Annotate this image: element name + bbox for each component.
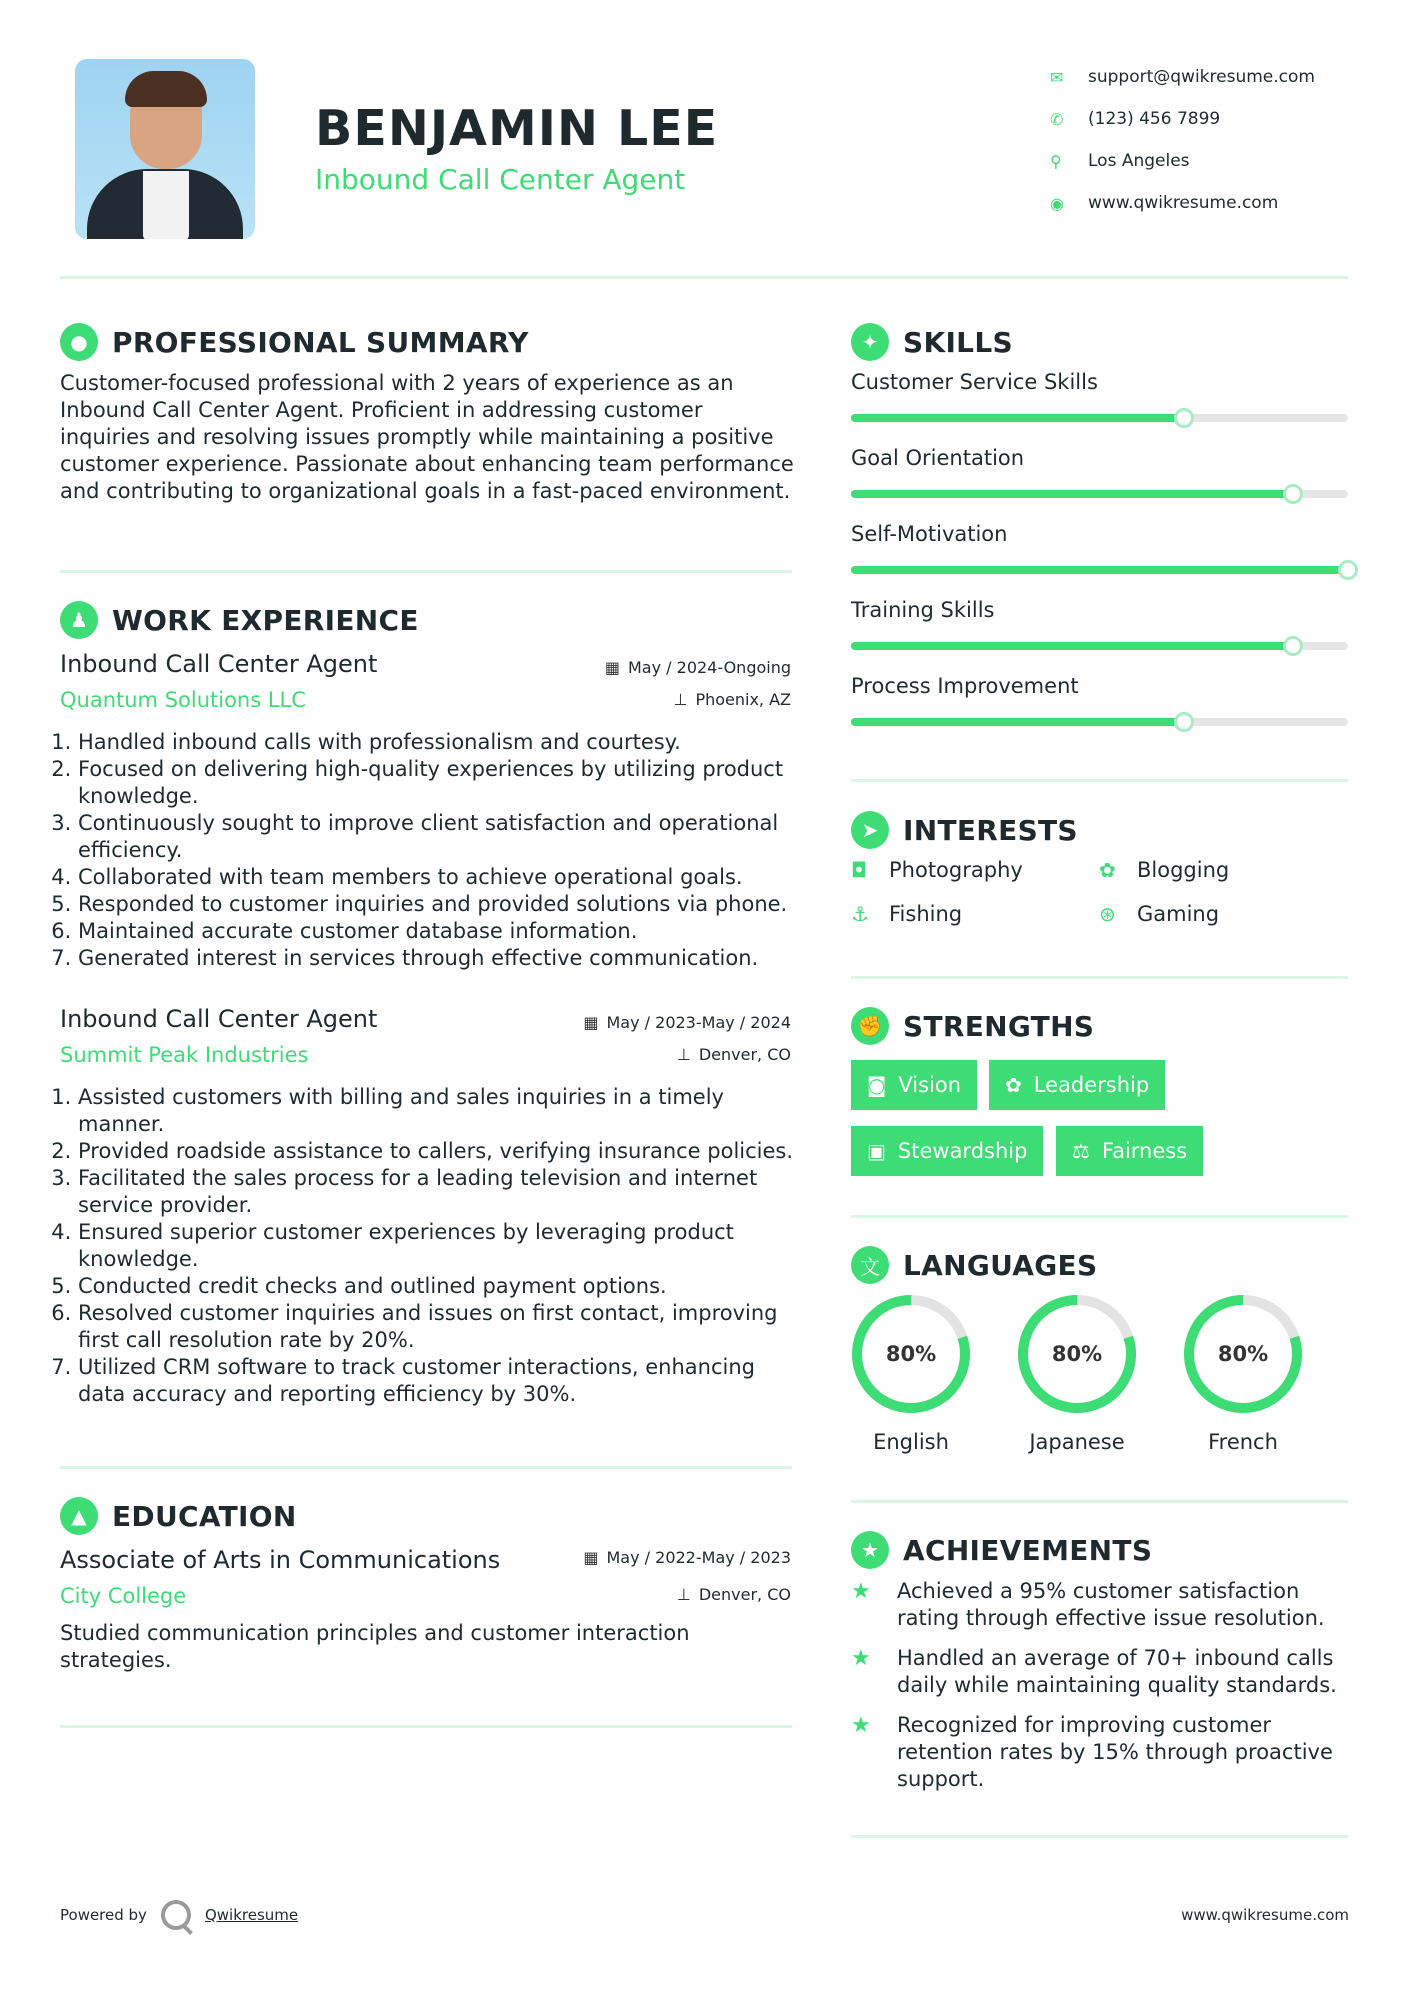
binoculars-icon: ◙	[867, 1073, 887, 1097]
list-item: 4. Ensured superior customer experiences by leveraging product knowledge.	[78, 1219, 800, 1273]
gamepad-icon: ⊛	[1099, 902, 1116, 926]
language-name: Japanese	[1029, 1430, 1125, 1454]
header-divider	[60, 276, 1348, 279]
strength-pill: ▣ Stewardship	[851, 1126, 1043, 1176]
contact-email[interactable]: ✉ support@qwikresume.com	[1050, 67, 1315, 87]
people-icon: ✿	[1099, 858, 1116, 882]
job-duties	[60, 1084, 800, 1408]
location-pin-icon: ⚲	[1050, 151, 1062, 171]
camera-icon: ◘	[851, 858, 867, 882]
calendar-icon: ▦	[604, 658, 620, 677]
list-item: 3. Continuously sought to improve client satisfaction and operational efficiency.	[78, 810, 800, 864]
briefcase-icon: ▣	[867, 1139, 886, 1163]
section-divider	[60, 570, 792, 573]
list-item: 5. Conducted credit checks and outlined payment options.	[78, 1273, 800, 1300]
phone-icon: ✆	[1050, 109, 1064, 129]
summary-text: Customer-focused professional with 2 years of experience as an Inbound Call Center Agent. Proficient in addressing customer inquiries and resolving issues promptly while maintaining a positive customer experience. Passionate about enhancing team performance and contributing to organizational goals in a fast-paced environment.	[60, 371, 794, 503]
work-heading: ♟ WORK EXPERIENCE	[60, 601, 419, 639]
language-name: French	[1208, 1430, 1278, 1454]
degree-title: Associate of Arts in Communications	[60, 1546, 501, 1574]
education-heading: ▲ EDUCATION	[60, 1497, 297, 1535]
language-percent: 80%	[1051, 1342, 1103, 1366]
language-item	[849, 1292, 973, 1454]
skill-label: Goal Orientation	[851, 446, 1025, 470]
section-divider	[851, 1500, 1348, 1503]
education-location: ⊥ Denver, CO	[676, 1585, 791, 1604]
interest-item: ⊛ Gaming	[1099, 902, 1220, 926]
skill-bar-knob	[1174, 408, 1194, 428]
users-icon: ✿	[1005, 1073, 1022, 1097]
job-title: Inbound Call Center Agent	[60, 1005, 378, 1033]
education-date: ▦ May / 2022-May / 2023	[583, 1548, 791, 1567]
skill-bar-fill	[851, 642, 1293, 650]
job-title: Inbound Call Center Agent	[60, 650, 378, 678]
skill-label: Self-Motivation	[851, 522, 1008, 546]
achievement-item: ★ Achieved a 95% customer satisfaction rating through effective issue resolution.	[851, 1579, 1325, 1630]
pin-icon: ⊥	[676, 1585, 691, 1604]
calendar-icon: ▦	[583, 1548, 599, 1567]
podium-icon: ♟	[60, 601, 98, 639]
skill-bar-fill	[851, 718, 1184, 726]
footer-powered-by: Powered by Qwikresume	[60, 1900, 298, 1930]
skill-bar-knob	[1174, 712, 1194, 732]
list-item: 2. Provided roadside assistance to callers, verifying insurance policies.	[78, 1138, 800, 1165]
language-item	[1181, 1292, 1305, 1454]
section-divider	[851, 1835, 1348, 1838]
skills-heading: ✦ SKILLS	[851, 323, 1013, 361]
list-item: 1. Handled inbound calls with professionalism and courtesy.	[78, 729, 800, 756]
achievement-item: ★ Recognized for improving customer retention rates by 15% through proactive support.	[851, 1713, 1333, 1791]
section-divider	[851, 779, 1348, 782]
interest-item: ⚓ Fishing	[851, 902, 963, 926]
qwikresume-logo-icon	[161, 1900, 191, 1930]
graduate-icon: ▲	[60, 1497, 98, 1535]
calendar-icon: ▦	[583, 1013, 599, 1032]
skill-bar	[851, 566, 1348, 574]
footer-url[interactable]: www.qwikresume.com	[1181, 1906, 1349, 1924]
skill-bar-fill	[851, 566, 1348, 574]
skill-bar-knob	[1283, 484, 1303, 504]
mail-icon: ✉	[1050, 67, 1064, 87]
skill-bar	[851, 414, 1348, 422]
skill-bar	[851, 642, 1348, 650]
skill-bar	[851, 490, 1348, 498]
list-item: 3. Facilitated the sales process for a leading television and internet service provider.	[78, 1165, 800, 1219]
education-text: Studied communication principles and customer interaction strategies.	[60, 1621, 690, 1672]
job-company: Summit Peak Industries	[60, 1043, 309, 1067]
job-date: ▦ May / 2023-May / 2024	[583, 1013, 791, 1032]
strength-pill: ✿ Leadership	[989, 1060, 1165, 1110]
scale-icon: ⚖	[1072, 1139, 1090, 1163]
skill-label: Process Improvement	[851, 674, 1079, 698]
skill-bar	[851, 718, 1348, 726]
job-location: ⊥ Denver, CO	[676, 1045, 791, 1064]
interests-heading: ➤ INTERESTS	[851, 811, 1078, 849]
fist-icon: ✊	[851, 1007, 889, 1045]
language-icon: 文	[851, 1246, 889, 1284]
job-company: Quantum Solutions LLC	[60, 688, 306, 712]
language-name: English	[873, 1430, 949, 1454]
job-location: ⊥ Phoenix, AZ	[673, 690, 791, 709]
language-item	[1015, 1292, 1139, 1454]
summary-heading: ● PROFESSIONAL SUMMARY	[60, 323, 529, 361]
user-icon: ●	[60, 323, 98, 361]
list-item: 4. Collaborated with team members to achieve operational goals.	[78, 864, 800, 891]
medal-icon: ★	[851, 1531, 889, 1569]
star-icon: ★	[851, 1646, 871, 1671]
contact-list	[1050, 56, 1380, 224]
strength-pill: ⚖ Fairness	[1056, 1126, 1203, 1176]
list-item: 6. Maintained accurate customer database information.	[78, 918, 800, 945]
contact-phone[interactable]: ✆ (123) 456 7899	[1050, 109, 1221, 129]
job-duties	[60, 729, 800, 972]
job-date: ▦ May / 2024-Ongoing	[604, 658, 791, 677]
strength-pill: ◙ Vision	[851, 1060, 977, 1110]
globe-icon: ◉	[1050, 193, 1064, 213]
section-divider	[851, 976, 1348, 979]
list-item: 5. Responded to customer inquiries and provided solutions via phone.	[78, 891, 800, 918]
interest-item: ✿ Blogging	[1099, 858, 1230, 882]
anchor-icon: ⚓	[851, 902, 869, 926]
language-percent: 80%	[1217, 1342, 1269, 1366]
skill-bar-fill	[851, 490, 1293, 498]
profile-photo	[75, 59, 255, 239]
language-percent: 80%	[885, 1342, 937, 1366]
achievement-item: ★ Handled an average of 70+ inbound calls daily while maintaining quality standards.	[851, 1646, 1337, 1697]
list-item: 6. Resolved customer inquiries and issues on first contact, improving first call resolution rate by 20%.	[78, 1300, 800, 1354]
section-divider	[851, 1215, 1348, 1218]
candidate-name: BENJAMIN LEE	[315, 100, 719, 157]
contact-location: ⚲ Los Angeles	[1050, 151, 1190, 171]
section-divider	[60, 1466, 792, 1469]
pin-icon: ⊥	[673, 690, 688, 709]
list-item: 7. Utilized CRM software to track customer interactions, enhancing data accuracy and reporting efficiency by 30%.	[78, 1354, 800, 1408]
paper-plane-icon: ➤	[851, 811, 889, 849]
star-icon: ★	[851, 1713, 871, 1738]
list-item: 1. Assisted customers with billing and sales inquiries in a timely manner.	[78, 1084, 800, 1138]
list-item: 7. Generated interest in services through effective communication.	[78, 945, 800, 972]
brand-link[interactable]: Qwikresume	[204, 1906, 299, 1924]
pin-icon: ⊥	[676, 1045, 691, 1064]
section-divider	[60, 1725, 792, 1728]
skill-bar-knob	[1338, 560, 1358, 580]
list-item: 2. Focused on delivering high-quality experiences by utilizing product knowledge.	[78, 756, 800, 810]
skill-label: Training Skills	[851, 598, 995, 622]
contact-website[interactable]: ◉ www.qwikresume.com	[1050, 193, 1279, 213]
candidate-role: Inbound Call Center Agent	[315, 163, 686, 196]
achievements-heading: ★ ACHIEVEMENTS	[851, 1531, 1152, 1569]
star-icon: ★	[851, 1579, 871, 1604]
skill-label: Customer Service Skills	[851, 370, 1098, 394]
interest-item: ◘ Photography	[851, 858, 1023, 882]
skill-bar-knob	[1283, 636, 1303, 656]
languages-heading: 文 LANGUAGES	[851, 1246, 1097, 1284]
strengths-heading: ✊ STRENGTHS	[851, 1007, 1094, 1045]
lightbulb-icon: ✦	[851, 323, 889, 361]
skill-bar-fill	[851, 414, 1184, 422]
school-name: City College	[60, 1584, 187, 1608]
